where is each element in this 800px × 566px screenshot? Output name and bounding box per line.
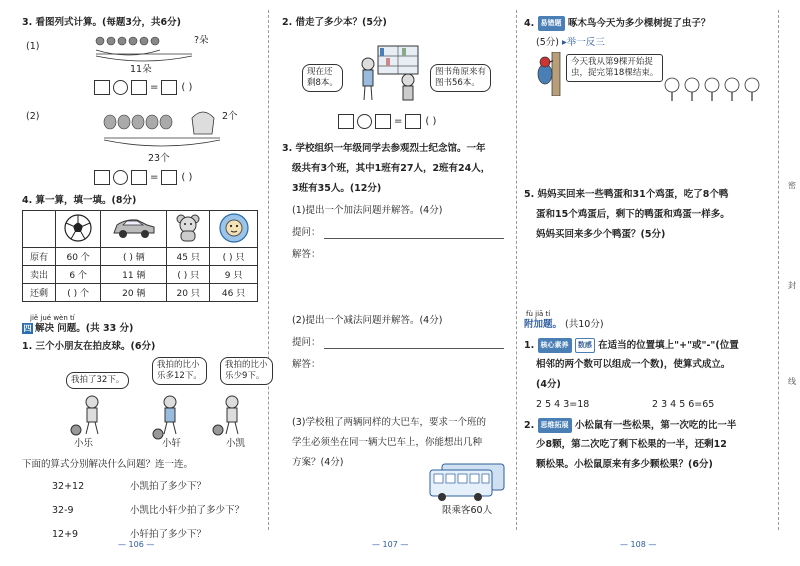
seal-line-char: 封 [788,281,796,290]
woodpecker-speech: 今天我从第9棵开始捉 虫，捉完第18棵结束。 [566,54,663,82]
core-literacy-badge: 核心素养 [538,338,572,353]
extra-1-equation-1[interactable]: 2 5 4 3=18 [536,399,590,410]
ask-label: 提问： [292,227,321,238]
table-cell[interactable]: ( ) 只 [167,266,210,284]
answer-box[interactable] [131,80,147,95]
trees-basket-figure [102,108,222,154]
question-3-title: 3. 看图列式计算。(每题3分，共6分) [22,17,181,28]
woodpecker-icon [534,52,564,96]
table-cell[interactable]: ( ) 只 [210,248,258,266]
thinking-expansion-badge: 思维拓展 [538,418,572,433]
row-label: 原有 [23,248,56,266]
q3-part1-total: 11朵 [130,64,152,75]
column-page-106 [22,14,268,544]
flowers-figure [94,34,194,64]
q3-part2-right-count: 2个 [222,111,238,122]
answer-box[interactable] [405,114,421,129]
problem-4-score-line [536,36,605,49]
speech-bubble-xiaole: 我拍了32下。 [66,372,129,389]
extra-2-line2: 少8颗，第二次吃了剩下松果的一半，还剩12 [536,439,727,450]
seal-line [778,10,779,530]
unit-paren[interactable]: ( ) [181,172,193,183]
subquestion-3-line1: (3)学校租了两辆同样的大巴车，要求一个班的 [292,417,486,428]
page-number: — 106 — [118,540,155,549]
column-page-107 [282,14,512,544]
error-prone-badge: 易错题 [538,16,565,31]
operator-circle[interactable] [357,114,372,129]
column-divider [516,10,517,530]
library-kids-figure [358,42,428,108]
extra-1-line2: 相邻的两个数可以组成一个数)，使算式成立。 [536,359,731,370]
extra-score: (共10分) [565,319,604,330]
subquestion-3-line2: 学生必须坐在同一辆大巴车上，你能想出几种 [292,437,483,448]
problem-4-score: (5分) [536,37,559,48]
problem-1-title: 1. 三个小朋友在拍皮球。(6分) [22,341,156,352]
table-corner [23,211,56,248]
section-title: 解决 问题。(共 33 分) [35,323,134,334]
table-cell: 20 只 [167,284,210,302]
question-item[interactable]: 小凯拍了多少下？ [130,481,207,492]
kid-name: 小轩 [162,438,182,449]
seal-line-char: 线 [788,377,796,386]
section-4-heading [22,322,133,335]
extra-section-heading [524,318,604,331]
table-cell: 6 个 [56,266,101,284]
problem-2-title: 2. 借走了多少本？(5分) [282,17,387,28]
problem-3-line3: 3班有35人。(12分) [292,183,382,194]
unit-paren[interactable]: ( ) [181,82,193,93]
answer-box[interactable] [131,170,147,185]
subquestion-1: (1)提出一个加法问题并解答。(4分) [292,205,443,216]
operator-circle[interactable] [113,80,128,95]
q3-part1-unknown: ?朵 [194,35,209,46]
table-cell: 20 辆 [101,284,167,302]
table-cell[interactable]: ( ) 辆 [101,248,167,266]
problem-5-line2: 蛋和15个鸡蛋后，剩下的鸭蛋和鸡蛋一样多。 [536,209,730,220]
table-row [23,284,258,302]
extra-1-line1: 1. 核心素养 数感 在适当的位置填上"+"或"-"(位置 [524,340,739,351]
table-cell: 60 个 [56,248,101,266]
page-number: — 107 — [372,540,409,549]
operator-circle[interactable] [113,170,128,185]
unit-paren[interactable]: ( ) [425,116,437,127]
table-cell: 9 只 [210,266,258,284]
extra-title: 附加题。 [524,319,563,330]
answer-box[interactable] [338,114,354,129]
number-sense-badge: 数感 [575,338,595,353]
question-item[interactable]: 小凯比小轩少拍了多少下？ [130,505,245,516]
problem-5-line1: 5. 妈妈买回来一些鸭蛋和31个鸡蛋，吃了8个鸭 [524,189,729,200]
problem-3-line2: 级共有3个班，其中1班有27人，2班有24人， [292,163,491,174]
q3-part1-label: (1) [26,41,40,52]
row-label: 卖出 [23,266,56,284]
kid-name: 小凯 [226,438,246,449]
problem-3-line1: 3. 学校组织一年级同学去参观烈士纪念馆。一年 [282,143,486,154]
table-row [23,211,258,248]
subquestion-3-line3: 方案？(4分) [292,457,344,468]
expression-item[interactable]: 32-9 [52,505,74,516]
q3-part2-total: 23个 [148,153,170,164]
answer-label: 解答： [292,359,321,370]
ask-answer-line[interactable] [324,238,504,239]
car-icon [101,211,167,248]
expression-item[interactable]: 32+12 [52,481,85,492]
answer-box[interactable] [375,114,391,129]
kid-name: 小乐 [74,438,94,449]
answer-box[interactable] [161,80,177,95]
problem-5-line3: 妈妈买回来多少个鸭蛋？(5分) [536,229,666,240]
ask-label: 提问： [292,337,321,348]
related-practice-link[interactable]: ▸举一反三 [562,37,605,48]
football-icon [56,211,101,248]
table-cell: 11 辆 [101,266,167,284]
extra-pinyin: fù jiā tí [526,310,551,318]
row-label: 还剩 [23,284,56,302]
expression-item[interactable]: 12+9 [52,529,79,540]
table-cell[interactable]: ( ) 个 [56,284,101,302]
table-cell: 45 只 [167,248,210,266]
extra-1-equation-2[interactable]: 2 3 4 5 6=65 [652,399,715,410]
speech-bubble-xiaokai: 我拍的比小 乐少9下。 [220,357,273,385]
speech-bubble-xiaoxuan: 我拍的比小 乐多12下。 [152,357,207,385]
q3-part2-formula: = ( ) [94,170,330,185]
section-number: 四 [23,324,32,333]
bear-icon [167,211,210,248]
question-item[interactable]: 小轩拍了多少下？ [130,529,207,540]
seal-line-char: 密 [788,181,796,190]
bus-caption: 限乘客60人 [442,505,493,516]
problem-4-title: 4. 易错题 啄木鸟今天为多少棵树捉了虫子？ [524,18,711,29]
table-cell: 46 只 [210,284,258,302]
subquestion-2: (2)提出一个减法问题并解答。(4分) [292,315,443,326]
trees-row-icon [664,76,764,102]
problem-2-formula: = ( ) [338,114,568,129]
bus-icon [428,462,508,504]
sales-table [22,210,258,302]
lion-icon [210,211,258,248]
q3-part1-formula: = ( ) [94,80,330,95]
problem-4-question: 啄木鸟今天为多少棵树捉了虫子？ [567,18,711,29]
table-row [23,248,258,266]
problem-1-question: 下面的算式分别解决什么问题？连一连。 [22,459,194,470]
section-pinyin: jiě jué wèn tí [30,314,75,322]
extra-1-line3: (4分) [536,379,561,390]
question-4-title: 4. 算一算，填一填。(8分) [22,195,137,206]
speech-bubble-remaining: 现在还 剩8本。 [302,64,343,92]
speech-bubble-original: 图书角原来有 图书56本。 [430,64,491,92]
column-page-108 [524,14,774,544]
answer-box[interactable] [94,170,110,185]
answer-label: 解答： [292,249,321,260]
ask-answer-line[interactable] [324,348,504,349]
extra-2-line1: 2. 思维拓展 小松鼠有一些松果，第一次吃的比一半 [524,420,737,431]
extra-2-line3: 颗松果。小松鼠原来有多少颗松果？(6分) [536,459,713,470]
answer-box[interactable] [94,80,110,95]
q3-part2-label: (2) [26,111,40,122]
answer-box[interactable] [161,170,177,185]
page-number: — 108 — [620,540,657,549]
table-row [23,266,258,284]
